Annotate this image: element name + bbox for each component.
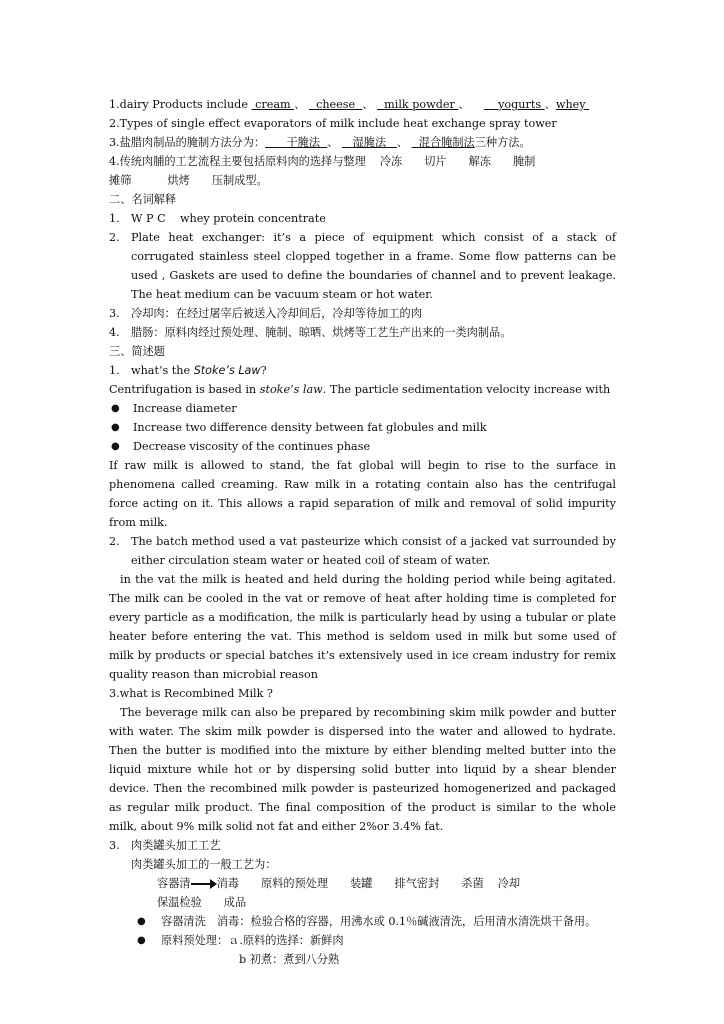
q1-answer-cheese: cheese <box>316 98 356 111</box>
term-2: 2. Plate heat exchanger: it’s a piece of equipment which consist of a stack of corrugated stainless steel clopped together in a frame. Some flow patterns can be used , Gaskets are used to define the boundaries of channel and to prevent leakage. The heat medium can be vacuum steam or hot water. <box>109 231 616 301</box>
q3-answer-mixed: 混合腌制法 <box>418 136 475 149</box>
answer-4-bullet-1: ● 容器清洗 消毒：检验合格的容器，用沸水或 0.1％碱液清洗，后用清水清洗烘干备用。 <box>109 912 616 931</box>
document-page <box>109 95 616 969</box>
answer-1-intro: Centrifugation is based in stoke’s law. The particle sedimentation velocity increase with <box>109 383 611 396</box>
q1-answer-cream: cream <box>255 98 291 111</box>
fill-q4-line1: 4.传统肉脯的工艺流程主要包括原料肉的选择与整理 冷冻 切片 解冻 腌制 <box>109 155 536 168</box>
answer-3-paragraph: The beverage milk can also be prepared by recombining skim milk powder and butter with water. The skim milk powder is dispersed into the water and allowed to hydrate. Then the butter is modified into the mixture by either blending melted butter into the liquid mixture while hot or by dispersing solid butter into liquid by a shear blender device. Then the recombined milk powder is pasteurized homogenerized and packaged as regular milk product. The final composition of the product is similar to the whole milk, about 9% milk solid not fat and either 2%or 3.4% fat. <box>109 706 616 833</box>
bullet-icon: ● <box>111 403 120 414</box>
bullet-icon: ● <box>111 441 120 452</box>
answer-1-question: 1. what’s the Stoke’s Law? <box>109 364 267 377</box>
term-4: 4. 腊肠：原料肉经过预处理、腌制、晾晒、烘烤等工艺生产出来的一类肉制品。 <box>109 326 512 339</box>
answer-1-bullet: ● Increase diameter <box>109 399 616 418</box>
arrow-right-icon <box>191 880 217 888</box>
answer-4-title: 3. 肉类罐头加工工艺 <box>109 839 221 852</box>
answer-1-paragraph: If raw milk is allowed to stand, the fat global will begin to rise to the surface in phenomena called creaming. Raw milk in a rotating contain also has the centrifugal force acting on it. This allows a rapid separation of milk and removal of solid impurity from milk. <box>109 459 616 529</box>
term-1: 1. W P C whey protein concentrate <box>109 212 326 225</box>
q1-answer-milk-powder: milk powder <box>384 98 455 111</box>
fill-q4-line2: 摊筛 烘烤 压制成型。 <box>109 174 268 187</box>
q1-answer-whey: whey <box>555 98 586 111</box>
answer-1-bullet: ● Increase two difference density between fat globules and milk <box>109 418 616 437</box>
answer-4-bullet-2-sub: b 初煮：煮到八分熟 <box>239 953 340 966</box>
bullet-icon: ● <box>111 422 120 433</box>
answer-4-bullet-2: ● 原料预处理：ａ.原料的选择：新鲜肉 <box>109 931 616 950</box>
q3-answer-wet: 湿腌法 <box>352 136 387 149</box>
bullet-icon: ● <box>137 916 146 927</box>
fill-q2: 2.Types of single effect evaporators of milk include heat exchange spray tower <box>109 117 557 130</box>
answer-4-flow-line1: 容器清 消毒 原料的预处理 装罐 排气密封 杀菌 冷却 <box>157 877 521 890</box>
section-2-title: 二、名词解释 <box>109 193 177 206</box>
answer-2-statement: 2. The batch method used a vat pasteurize which consist of a jacked vat surrounded by either circulation steam water or heated coil of steam of water. <box>109 535 616 567</box>
answer-1-bullet: ● Decrease viscosity of the continues phase <box>109 437 616 456</box>
fill-q3: 3.盐腊肉制品的腌制方法分为： 干腌法 、 湿腌法 、 混合腌制法三种方法。 <box>109 136 531 149</box>
answer-4-flow-line2: 保温检验 成品 <box>157 896 247 909</box>
answer-4-subtitle: 肉类罐头加工的一般工艺为： <box>131 858 277 871</box>
q1-prefix: 1.dairy Products include <box>109 98 248 111</box>
fill-q1: 1.dairy Products include cream 、 cheese 、 milk powder 、 yogurts 、whey <box>109 95 616 114</box>
section-3-title: 三、简述题 <box>109 345 165 358</box>
q1-answer-yogurts: yogurts <box>498 98 542 111</box>
bullet-icon: ● <box>137 935 146 946</box>
q3-answer-dry: 干腌法 <box>286 136 321 149</box>
answer-2-paragraph: in the vat the milk is heated and held during the holding period while being agitated. The milk can be cooled in the vat or remove of heat after holding time is completed for every particle as a modification, the milk is particularly head by using a tubular or plate heater before entering the vat. This method is seldom used in milk but some used of milk by products or special batches it’s extensively used in ice cream industry for remix quality reason than microbial reason <box>109 573 616 681</box>
term-3: 3. 冷却肉：在经过屠宰后被送入冷却间后，冷却等待加工的肉 <box>109 307 422 320</box>
answer-3-question: 3.what is Recombined Milk ? <box>109 687 273 700</box>
